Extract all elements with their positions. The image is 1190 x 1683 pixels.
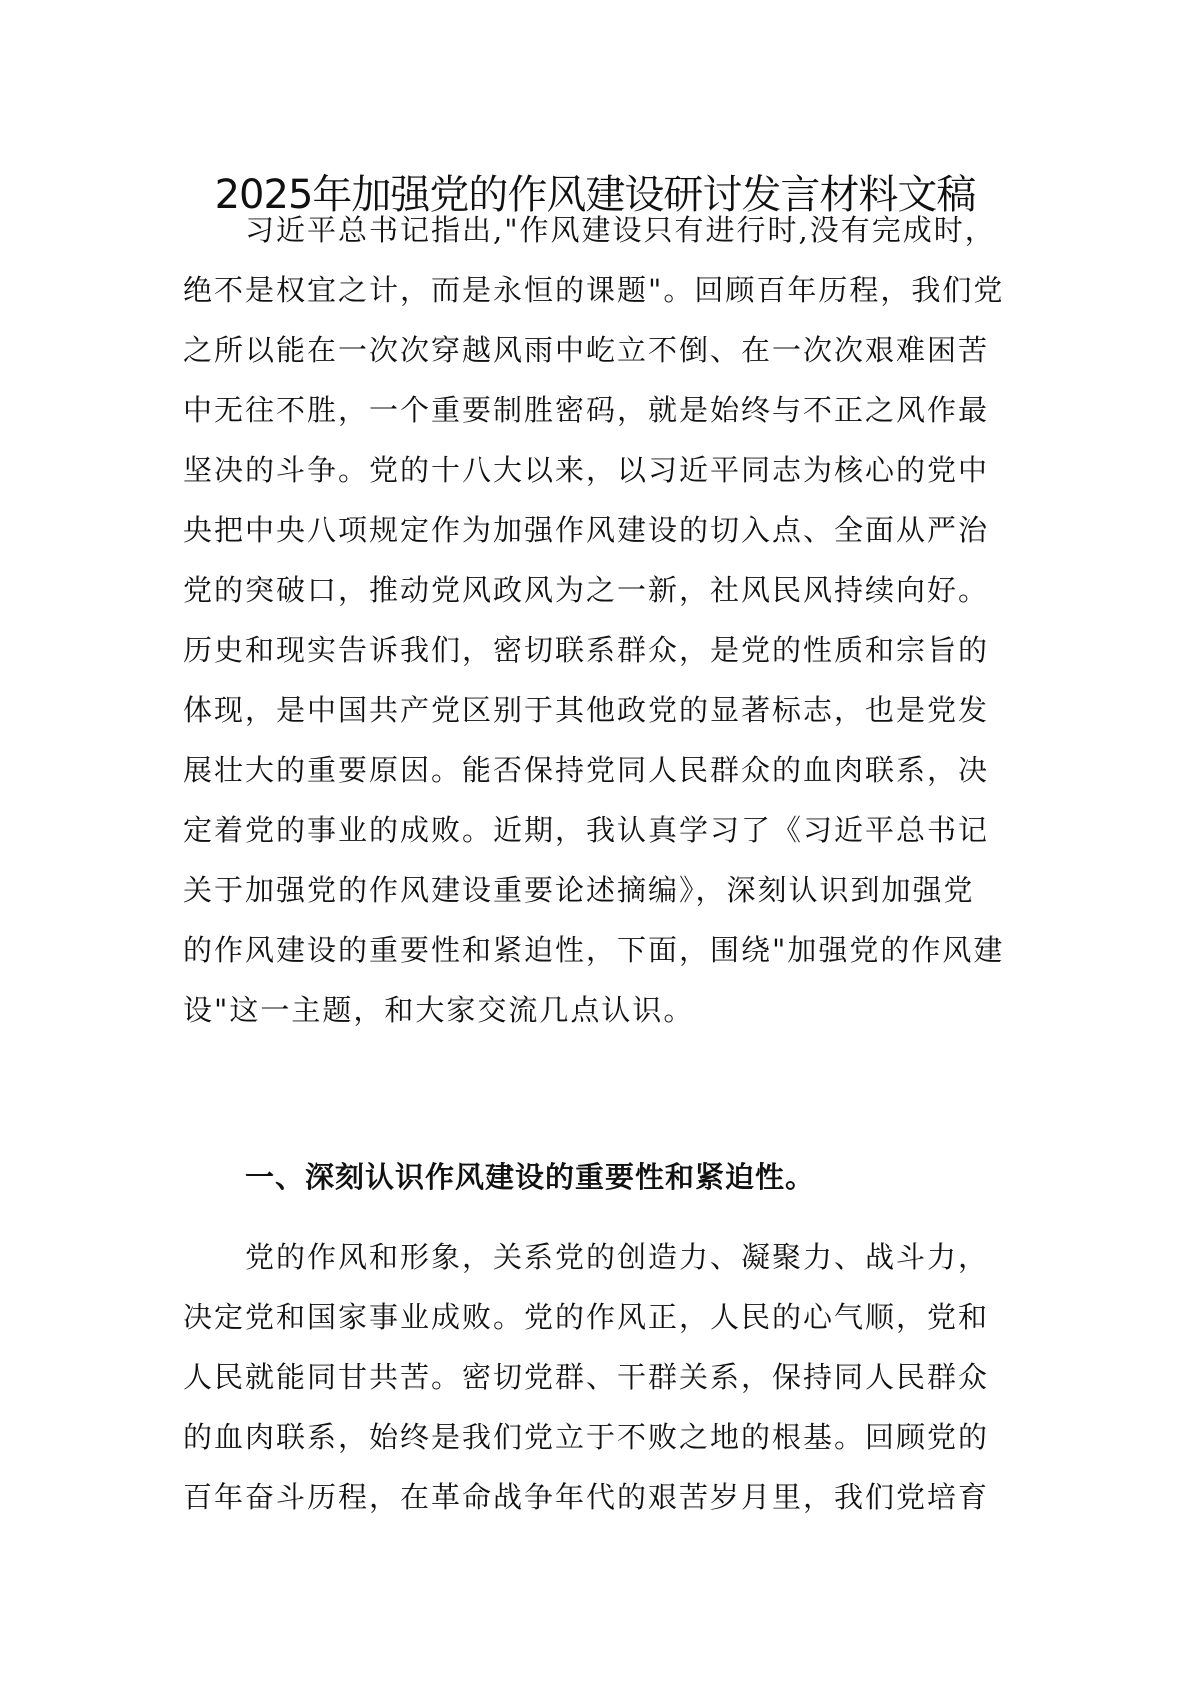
section-line: 的血肉联系，始终是我们党立于不败之地的根基。回顾党的 xyxy=(183,1420,990,1454)
intro-line: 的作风建设的重要性和紧迫性，下面，围绕"加强党的作风建 xyxy=(183,933,1005,967)
intro-line: 展壮大的重要原因。能否保持党同人民群众的血肉联系，决 xyxy=(183,753,990,787)
intro-line: 坚决的斗争。党的十八大以来，以习近平同志为核心的党中 xyxy=(183,453,990,487)
section-line: 百年奋斗历程，在革命战争年代的艰苦岁月里，我们党培育 xyxy=(183,1480,990,1514)
section-heading: 一、深刻认识作风建设的重要性和紧迫性。 xyxy=(245,1160,816,1194)
section-line: 党的作风和形象，关系党的创造力、凝聚力、战斗力， xyxy=(245,1240,990,1274)
intro-line: 设"这一主题，和大家交流几点认识。 xyxy=(183,993,695,1027)
intro-line: 历史和现实告诉我们，密切联系群众，是党的性质和宗旨的 xyxy=(183,633,990,667)
document-title: 2025年加强党的作风建设研讨发言材料文稿 xyxy=(214,172,976,218)
section-line: 人民就能同甘共苦。密切党群、干群关系，保持同人民群众 xyxy=(183,1360,990,1394)
intro-paragraph xyxy=(183,200,1013,1040)
intro-line: 央把中央八项规定作为加强作风建设的切入点、全面从严治 xyxy=(183,513,990,547)
intro-line: 党的突破口，推动党风政风为之一新，社风民风持续向好。 xyxy=(183,573,990,607)
intro-line: 关于加强党的作风建设重要论述摘编》，深刻认识到加强党 xyxy=(183,873,975,907)
section-paragraph xyxy=(183,1227,1013,1527)
intro-line: 习近平总书记指出,"作风建设只有进行时,没有完成时， xyxy=(245,213,996,247)
intro-line: 中无往不胜，一个重要制胜密码，就是始终与不正之风作最 xyxy=(183,393,990,427)
intro-line: 体现，是中国共产党区别于其他政党的显著标志，也是党发 xyxy=(183,693,990,727)
intro-line: 绝不是权宜之计，而是永恒的课题"。回顾百年历程，我们党 xyxy=(183,273,1005,307)
intro-line: 之所以能在一次次穿越风雨中屹立不倒、在一次次艰难困苦 xyxy=(183,333,990,367)
section-line: 决定党和国家事业成败。党的作风正，人民的心气顺，党和 xyxy=(183,1300,990,1334)
intro-line: 定着党的事业的成败。近期，我认真学习了《习近平总书记 xyxy=(183,813,990,847)
